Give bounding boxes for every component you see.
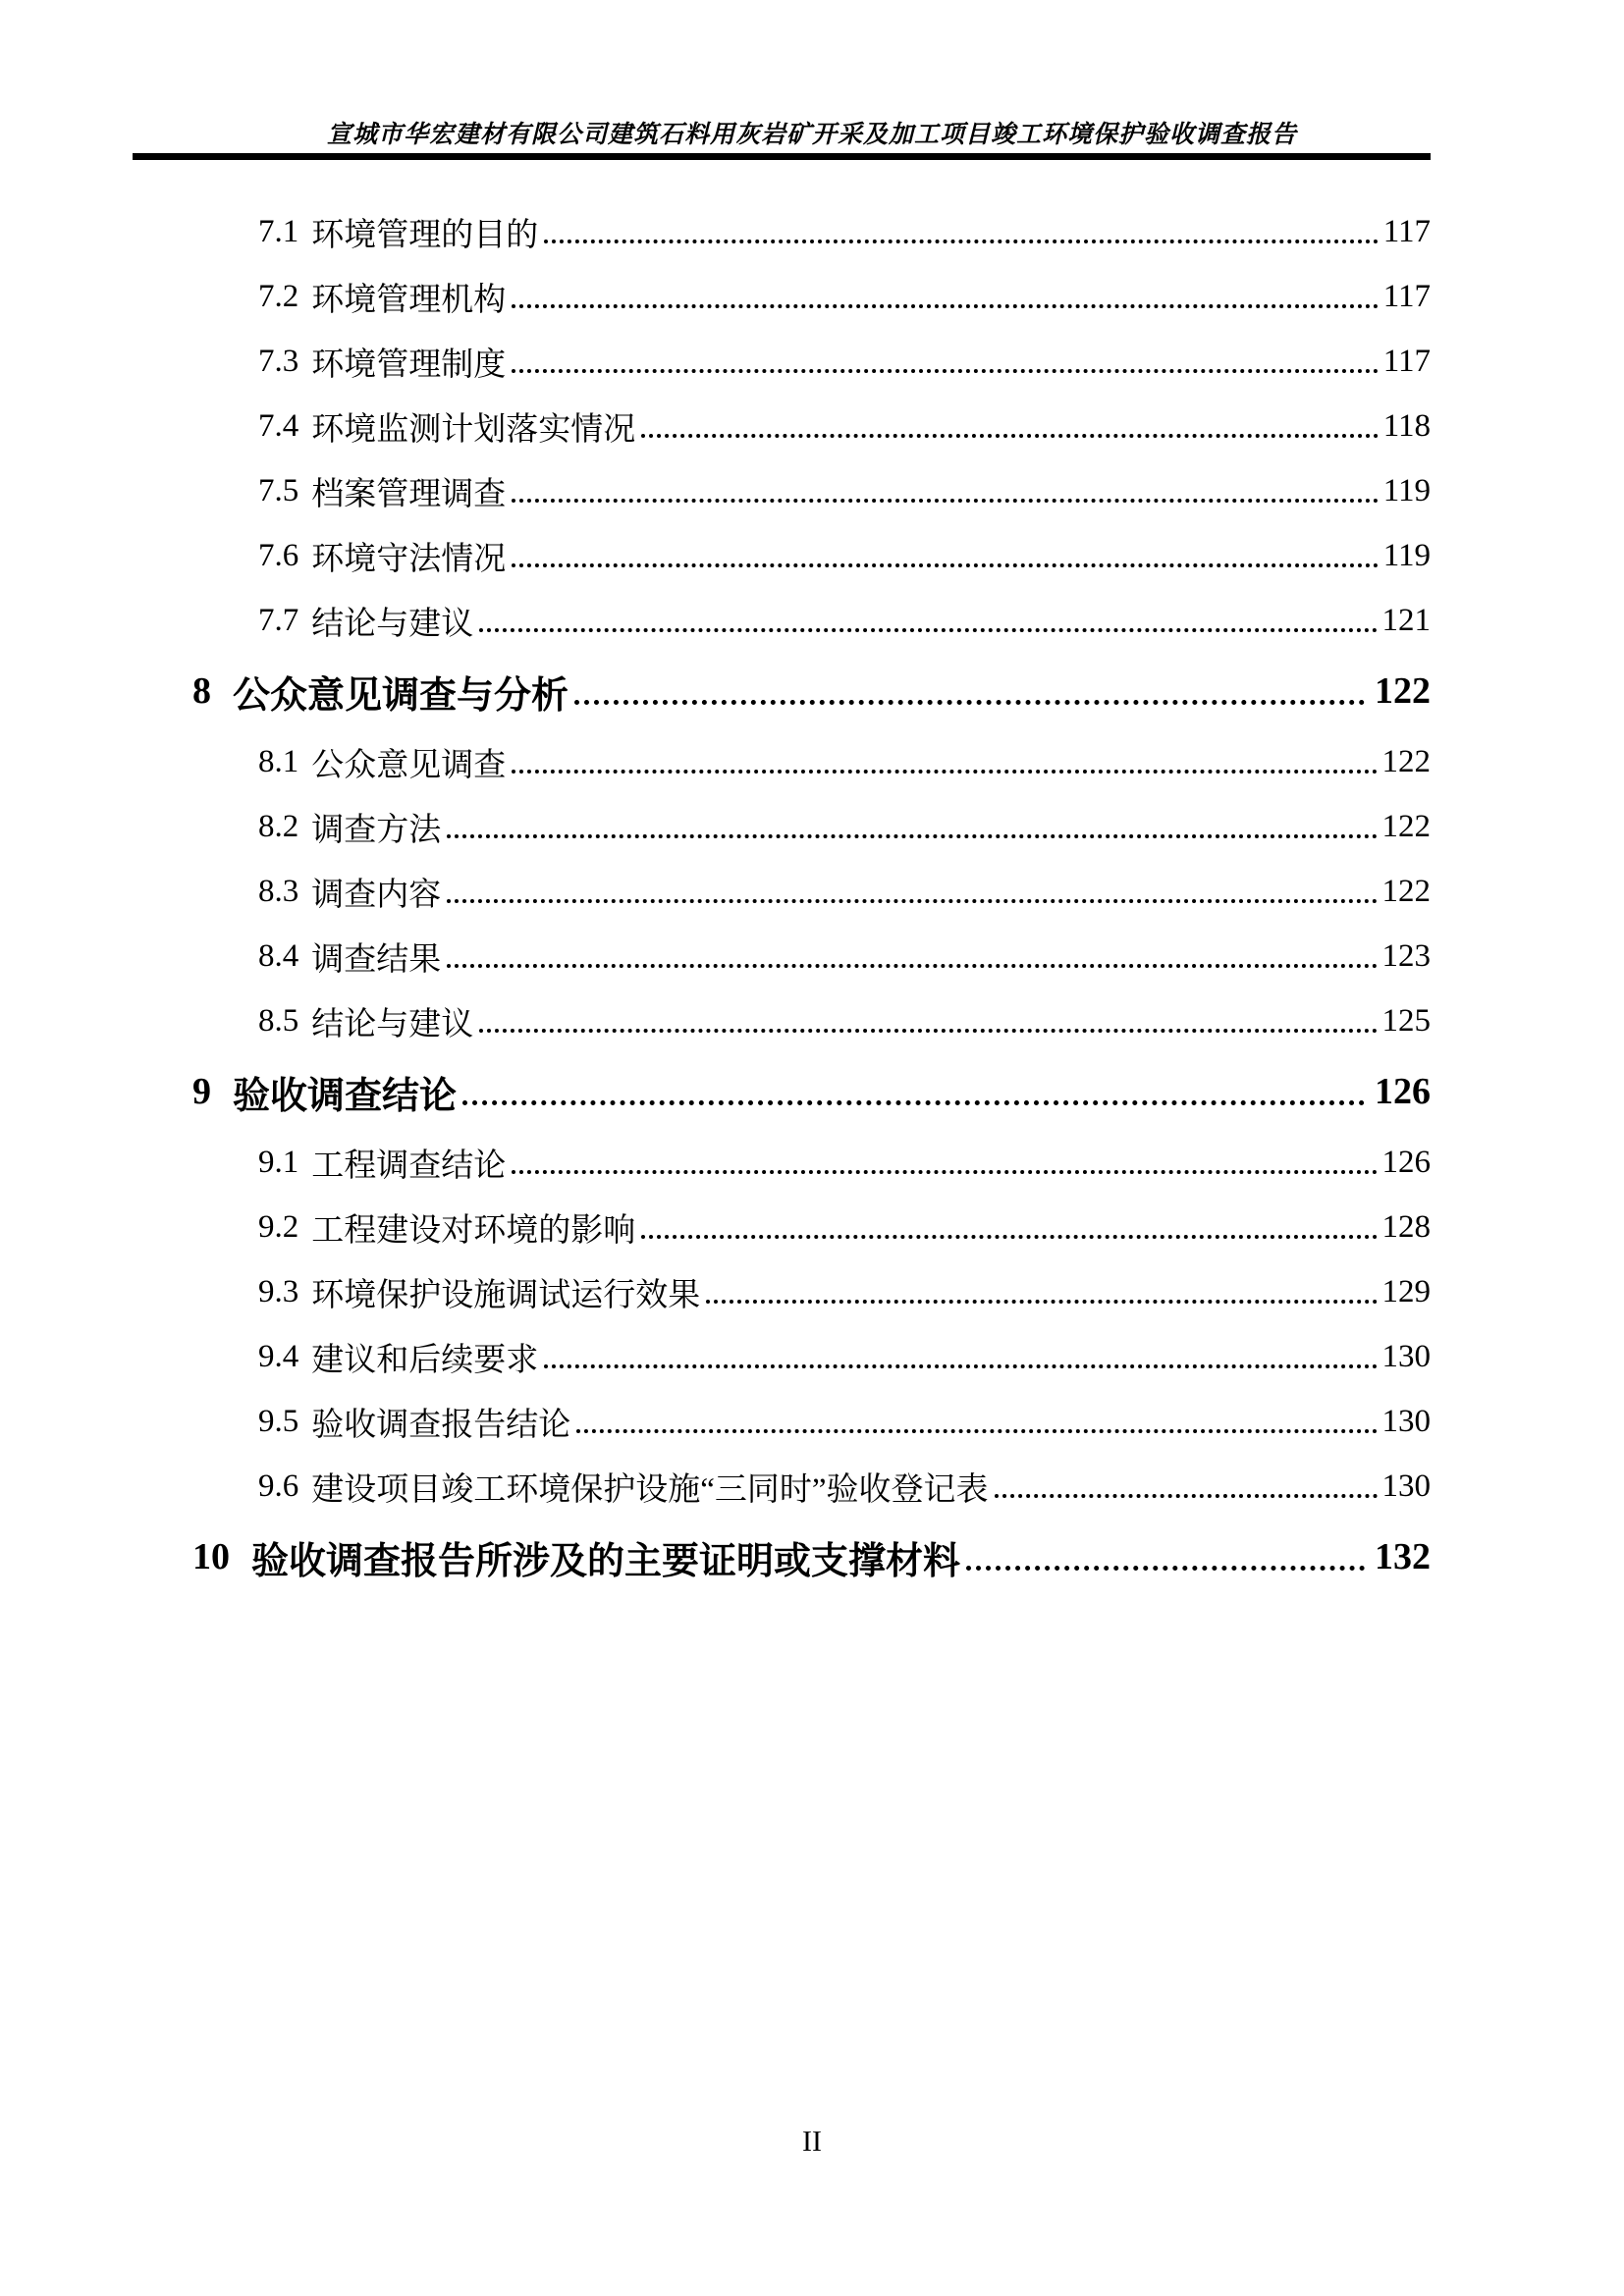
toc-entry: [192, 523, 1431, 588]
dot-leader: [479, 628, 1377, 632]
toc-entry-number: 8.3: [258, 873, 299, 909]
toc-entry-page: 117: [1382, 278, 1431, 314]
toc-entry-page: 128: [1381, 1208, 1431, 1245]
dot-leader: [512, 1170, 1377, 1174]
toc-entry-page: 126: [1381, 1144, 1431, 1180]
toc-entry-title: 环境管理的目的: [311, 217, 539, 253]
toc-entry: [192, 1259, 1431, 1324]
toc-entry-number: 7.4: [258, 407, 299, 444]
toc-entry-number: 8.2: [258, 808, 299, 844]
toc-entry-page: 129: [1381, 1273, 1431, 1309]
toc-entry-page: 117: [1382, 343, 1431, 379]
toc-entry-title: 调查结果: [311, 941, 442, 978]
toc-entry-number: 7.3: [258, 343, 299, 379]
toc-entry: [192, 1053, 1431, 1130]
toc-entry-number: 9.3: [258, 1273, 299, 1309]
toc-entry-number: 7.5: [258, 472, 299, 508]
header-title: 宣城市华宏建材有限公司建筑石料用灰岩矿开采及加工项目竣工环境保护验收调查报告: [326, 122, 1297, 148]
toc-entry: [192, 729, 1431, 794]
toc-entry-number: 8: [192, 670, 211, 712]
toc-entry-page: 121: [1381, 602, 1431, 638]
toc-entry-number: 10: [192, 1536, 230, 1577]
toc-entry-page: 125: [1381, 1002, 1431, 1039]
toc-entry-number: 8.4: [258, 937, 299, 974]
toc-entry: [192, 924, 1431, 988]
toc-entry-page: 132: [1375, 1536, 1431, 1577]
toc-entry-title: 结论与建议: [311, 606, 474, 642]
toc-entry-title: 环境管理机构: [311, 282, 507, 318]
toc-entry-title: 档案管理调查: [311, 476, 507, 512]
dot-leader: [706, 1300, 1377, 1304]
dot-leader: [544, 240, 1378, 243]
dot-leader: [641, 434, 1378, 438]
toc-entry-title: 环境管理制度: [311, 347, 507, 383]
toc-entry-number: 9.2: [258, 1208, 299, 1245]
toc-entry-page: 130: [1381, 1338, 1431, 1374]
toc-entry-title: 调查内容: [311, 877, 442, 913]
dot-leader: [447, 834, 1377, 838]
toc-entry-title: 环境保护设施调试运行效果: [311, 1277, 701, 1313]
toc-entry-title: 验收调查结论: [233, 1075, 458, 1117]
toc-entry-page: 122: [1375, 670, 1431, 712]
table-of-contents: [192, 199, 1431, 1595]
toc-entry-title: 公众意见调查: [311, 747, 507, 783]
dot-leader: [462, 1100, 1365, 1105]
dot-leader: [512, 499, 1378, 503]
toc-entry-number: 7.2: [258, 278, 299, 314]
toc-entry-number: 9.6: [258, 1468, 299, 1504]
dot-leader: [574, 700, 1365, 705]
toc-entry-page: 122: [1381, 743, 1431, 779]
toc-entry-page: 123: [1381, 937, 1431, 974]
toc-entry-page: 117: [1382, 213, 1431, 249]
toc-entry: [192, 988, 1431, 1053]
toc-entry-page: 130: [1381, 1403, 1431, 1439]
toc-entry-title: 结论与建议: [311, 1006, 474, 1042]
toc-entry-page: 130: [1381, 1468, 1431, 1504]
toc-entry-title: 公众意见调查与分析: [233, 674, 569, 717]
toc-entry-page: 122: [1381, 873, 1431, 909]
toc-entry-number: 9: [192, 1071, 211, 1112]
toc-entry: [192, 1195, 1431, 1259]
page-number: II: [802, 2125, 822, 2158]
dot-leader: [995, 1494, 1378, 1498]
toc-entry-page: 119: [1382, 537, 1431, 573]
dot-leader: [479, 1029, 1377, 1033]
toc-entry-number: 9.1: [258, 1144, 299, 1180]
toc-entry-page: 126: [1375, 1071, 1431, 1112]
toc-entry-title: 验收调查报告所涉及的主要证明或支撑材料: [251, 1540, 961, 1582]
dot-leader: [447, 964, 1377, 968]
toc-entry-title: 建设项目竣工环境保护设施“三同时”验收登记表: [311, 1471, 989, 1508]
dot-leader: [512, 304, 1378, 308]
toc-entry-page: 122: [1381, 808, 1431, 844]
dot-leader: [447, 899, 1377, 903]
toc-entry: [192, 588, 1431, 653]
toc-entry-number: 8.1: [258, 743, 299, 779]
toc-entry-title: 环境守法情况: [311, 541, 507, 577]
toc-entry-number: 8.5: [258, 1002, 299, 1039]
toc-entry: [192, 458, 1431, 523]
toc-entry-page: 118: [1382, 407, 1431, 444]
toc-entry: [192, 794, 1431, 859]
toc-entry: [192, 1130, 1431, 1195]
dot-leader: [544, 1364, 1377, 1368]
page-footer: [0, 2124, 1624, 2160]
toc-entry-title: 调查方法: [311, 812, 442, 848]
toc-entry-title: 工程调查结论: [311, 1148, 507, 1184]
toc-entry: [192, 264, 1431, 329]
toc-entry: [192, 1389, 1431, 1454]
toc-entry: [192, 653, 1431, 729]
toc-entry-title: 验收调查报告结论: [311, 1407, 571, 1443]
toc-entry-number: 9.4: [258, 1338, 299, 1374]
dot-leader: [512, 770, 1377, 774]
toc-entry: [192, 199, 1431, 264]
toc-entry: [192, 1519, 1431, 1595]
toc-entry-title: 工程建设对环境的影响: [311, 1212, 636, 1249]
dot-leader: [966, 1566, 1365, 1571]
header-rule: [133, 153, 1431, 160]
toc-entry-page: 119: [1382, 472, 1431, 508]
toc-entry: [192, 329, 1431, 394]
toc-entry-number: 9.5: [258, 1403, 299, 1439]
dot-leader: [641, 1235, 1377, 1239]
toc-entry: [192, 859, 1431, 924]
toc-entry-number: 7.1: [258, 213, 299, 249]
toc-entry-number: 7.7: [258, 602, 299, 638]
toc-entry: [192, 1454, 1431, 1519]
toc-entry: [192, 1324, 1431, 1389]
dot-leader: [512, 369, 1378, 373]
toc-entry-number: 7.6: [258, 537, 299, 573]
dot-leader: [512, 563, 1378, 567]
toc-entry: [192, 394, 1431, 458]
toc-entry-title: 建议和后续要求: [311, 1342, 539, 1378]
toc-entry-title: 环境监测计划落实情况: [311, 411, 636, 448]
dot-leader: [576, 1429, 1377, 1433]
